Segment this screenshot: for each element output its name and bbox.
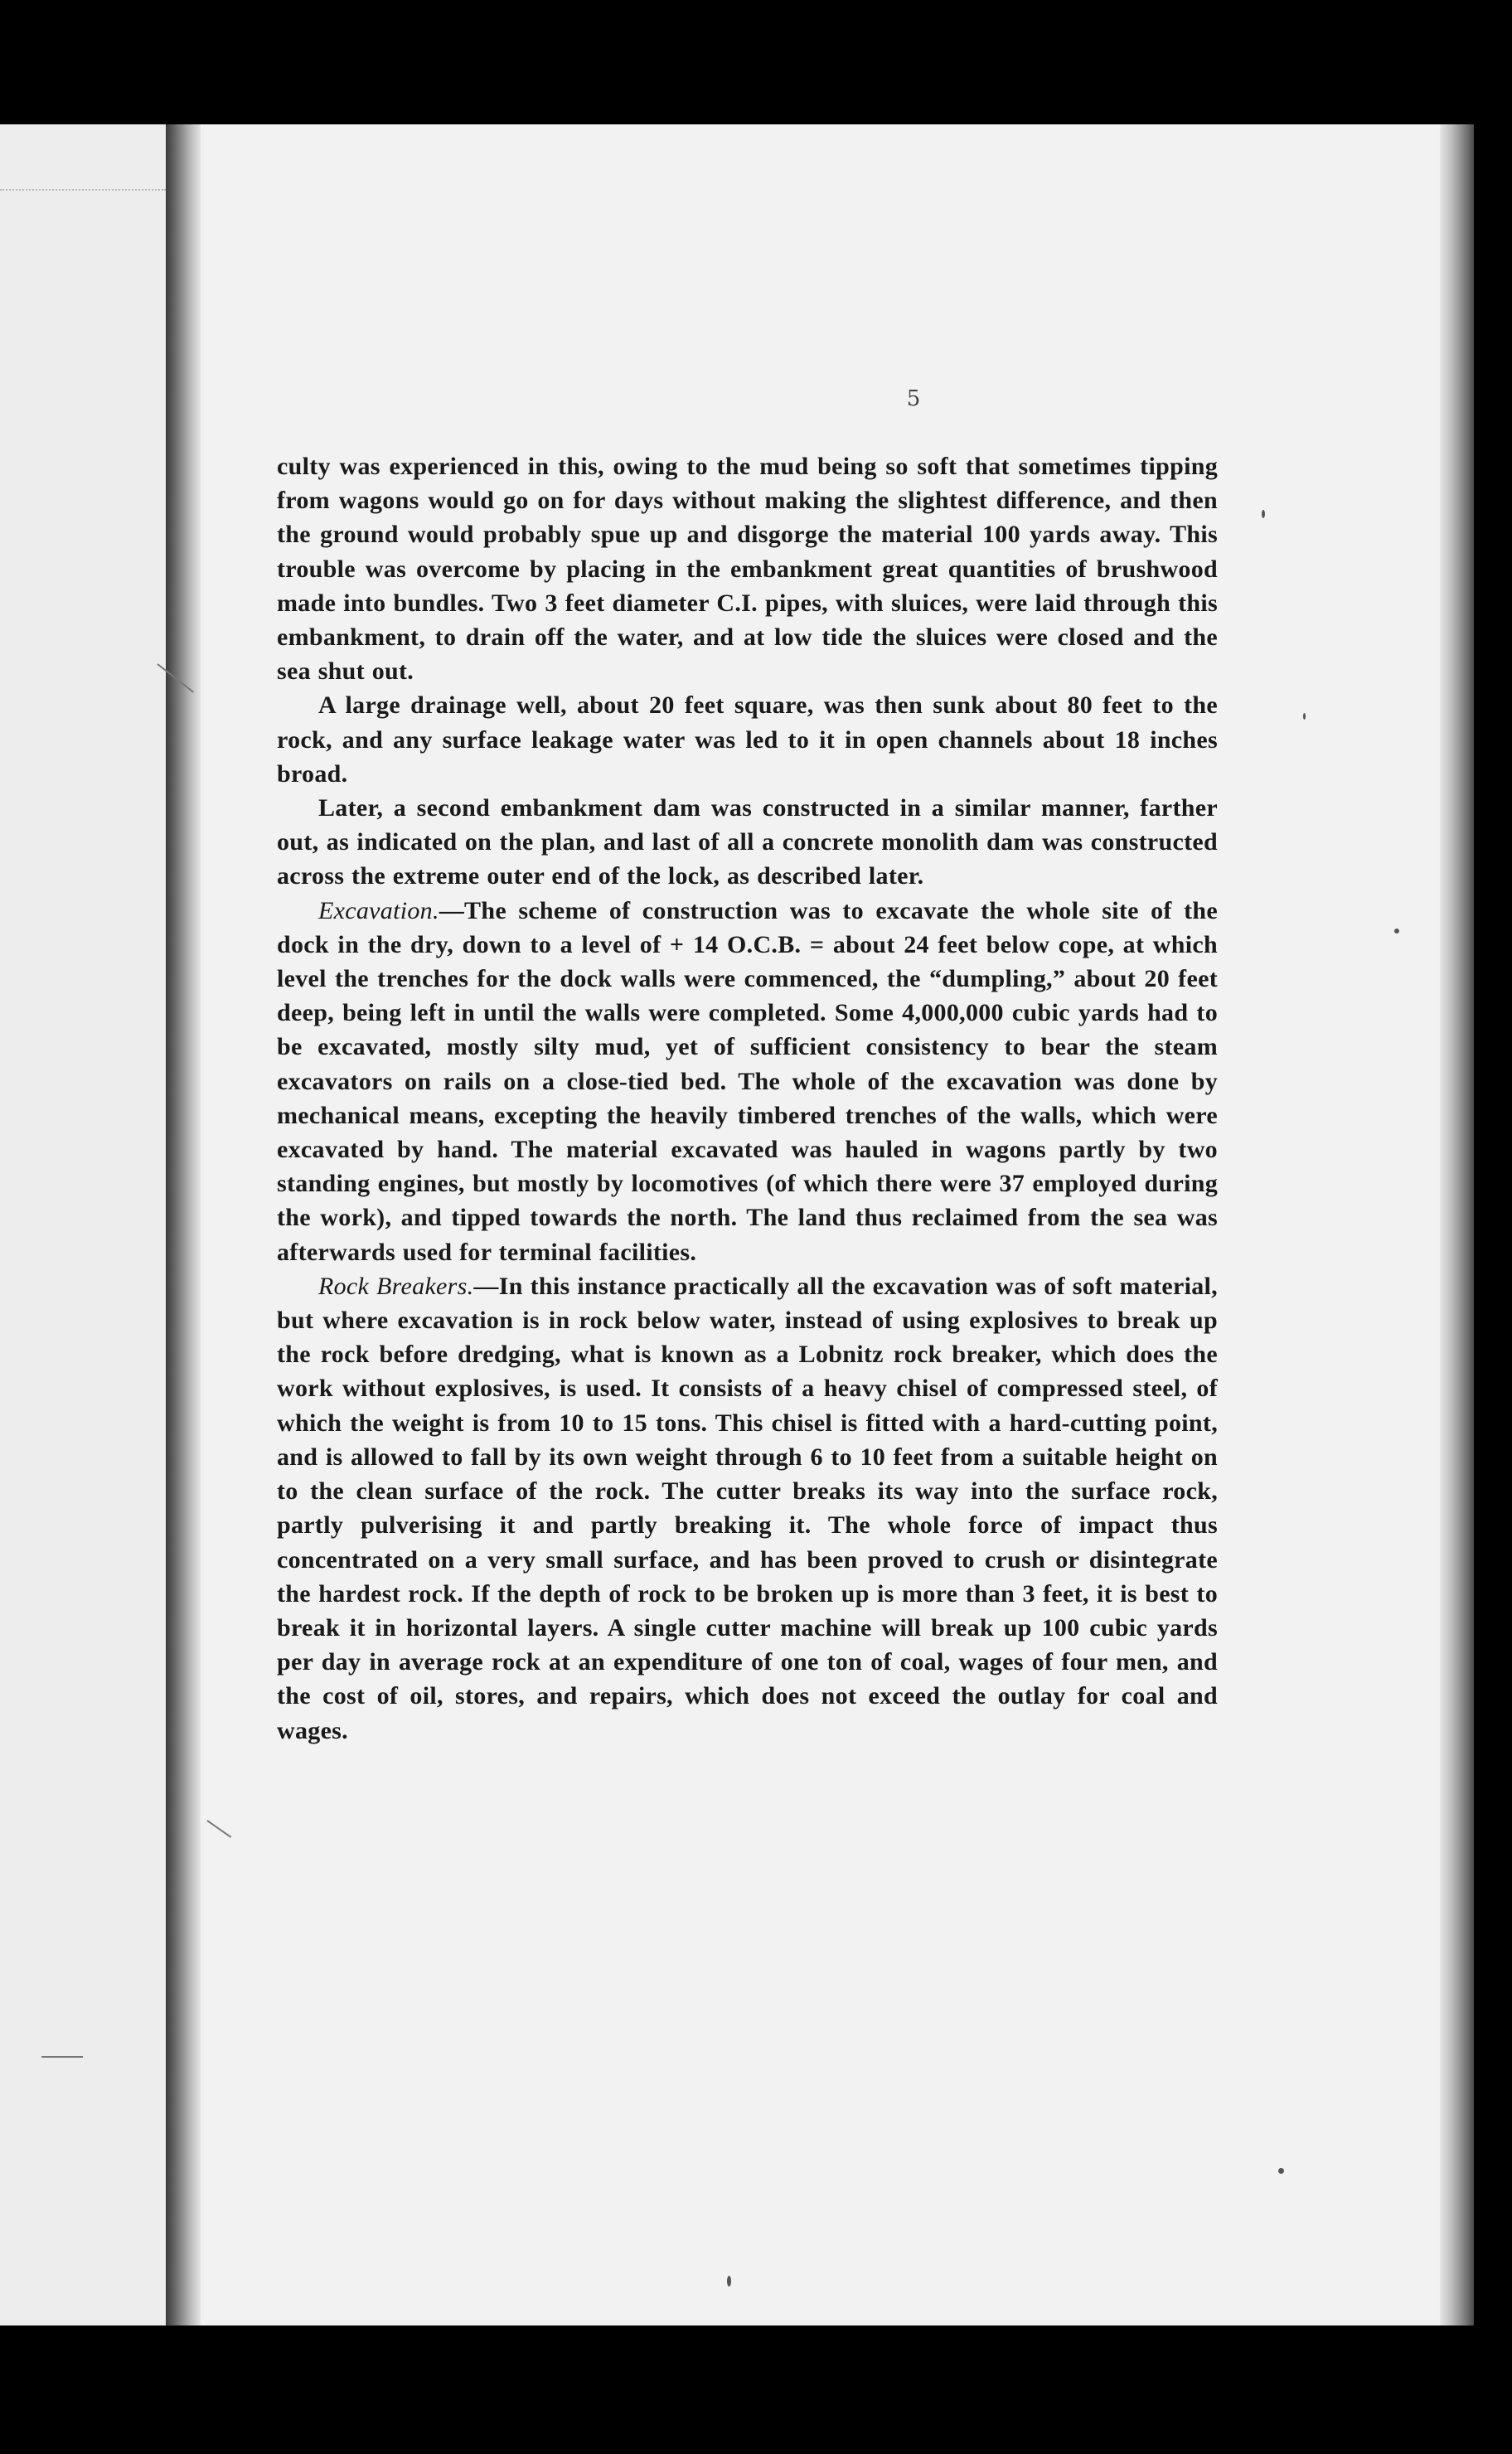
paragraph-excavation (277, 894, 1218, 1269)
paragraph-rock-breakers (277, 1269, 1218, 1748)
page-number: 5 (906, 386, 921, 411)
scan-mark (41, 2056, 83, 2058)
scan-border-right (1474, 0, 1512, 2454)
paragraph-1-text: culty was experienced in this, owing to the mud being so soft that sometimes tipping from wagons would go on for days without making the slightest difference, and then the ground would probably spue up and disgorge the material 100 yards away. This trouble was overcome by placing in the embankment great quantities of brushwood made into bundles. Two 3 feet diameter C.I. pipes, with sluices, were laid through this embankment, to drain off the water, and at low tide the sluices were closed and the sea shut out. (277, 453, 1218, 686)
paragraph-excavation-text: —The scheme of construction was to excavate the whole site of the dock in the dry, down to a level of + 14 O.C.B. = about 24 feet below cope, at which level the trenches for the dock walls were commenced, the “dumpling,” about 20 feet deep, being left in until the walls were completed. Some 4,000,000 cubic yards had to be excavated, mostly silty mud, yet of sufficient consistency to bear the steam excavators on rails on a close-tied bed. The whole of the excavation was done by mechanical means, excepting the heavily timbered trenches of the walls, which were excavated by hand. The material excavated was hauled in wagons partly by two standing engines, but mostly by locomotives (of which there were 37 employed during the work), and tipped towards the north. The land thus reclaimed from the sea was afterwards used for terminal facilities. (277, 896, 1218, 1266)
section-heading-rock-breakers: Rock Breakers. (318, 1272, 474, 1300)
paragraph-rock-breakers-text: —In this instance practically all the excavation was of soft material, but where excavation is in rock below water, instead of using explosives to break up the rock before dredging, what is known as a Lobnitz rock breaker, which does the work without explosives, is used. It consists of a heavy chisel of compressed steel, of which the weight is from 10 to 15 tons. This chisel is fitted with a hard-cutting point, and is allowed to fall by its own weight through 6 to 10 feet from a suitable height on to the clean surface of the rock. The cutter breaks its way into the surface rock, partly pulverising it and partly breaking it. The whole force of impact thus concentrated on a very small surface, and has been proved to crush or disintegrate the hardest rock. If the depth of rock to be broken up is more than 3 feet, it is best to break it in horizontal layers. A single cutter machine will break up 100 cubic yards per day in average rock at an expenditure of one ton of coal, wages of four men, and the cost of oil, stores, and repairs, which does not exceed the outlay for coal and wages. (277, 1272, 1218, 1744)
facing-page-edge (0, 124, 166, 2325)
scan-border-bottom (0, 2325, 1512, 2454)
scan-speck (1278, 2168, 1284, 2174)
book-gutter (166, 124, 201, 2325)
scan-speck (1303, 713, 1306, 720)
paragraph-3-text: Later, a second embankment dam was constructed in a similar manner, farther out, as indicated on the plan, and last of all a concrete monolith dam was constructed across the extreme outer end of the lock, as described later. (277, 794, 1218, 890)
paragraph-2-text: A large drainage well, about 20 feet square, was then sunk about 80 feet to the rock, and any surface leakage water was led to it in open channels about 18 inches broad. (277, 691, 1218, 788)
document-page (201, 124, 1440, 2325)
section-heading-excavation: Excavation. (318, 896, 439, 924)
scan-border-top (0, 0, 1512, 124)
scan-speck (1262, 510, 1265, 518)
body-text (277, 449, 1218, 1748)
paragraph-2 (277, 688, 1218, 791)
paragraph-3 (277, 791, 1218, 894)
paragraph-1 (277, 449, 1218, 688)
page-right-edge (1440, 124, 1474, 2325)
scan-speck (1394, 929, 1399, 934)
scan-speck (727, 2276, 731, 2287)
